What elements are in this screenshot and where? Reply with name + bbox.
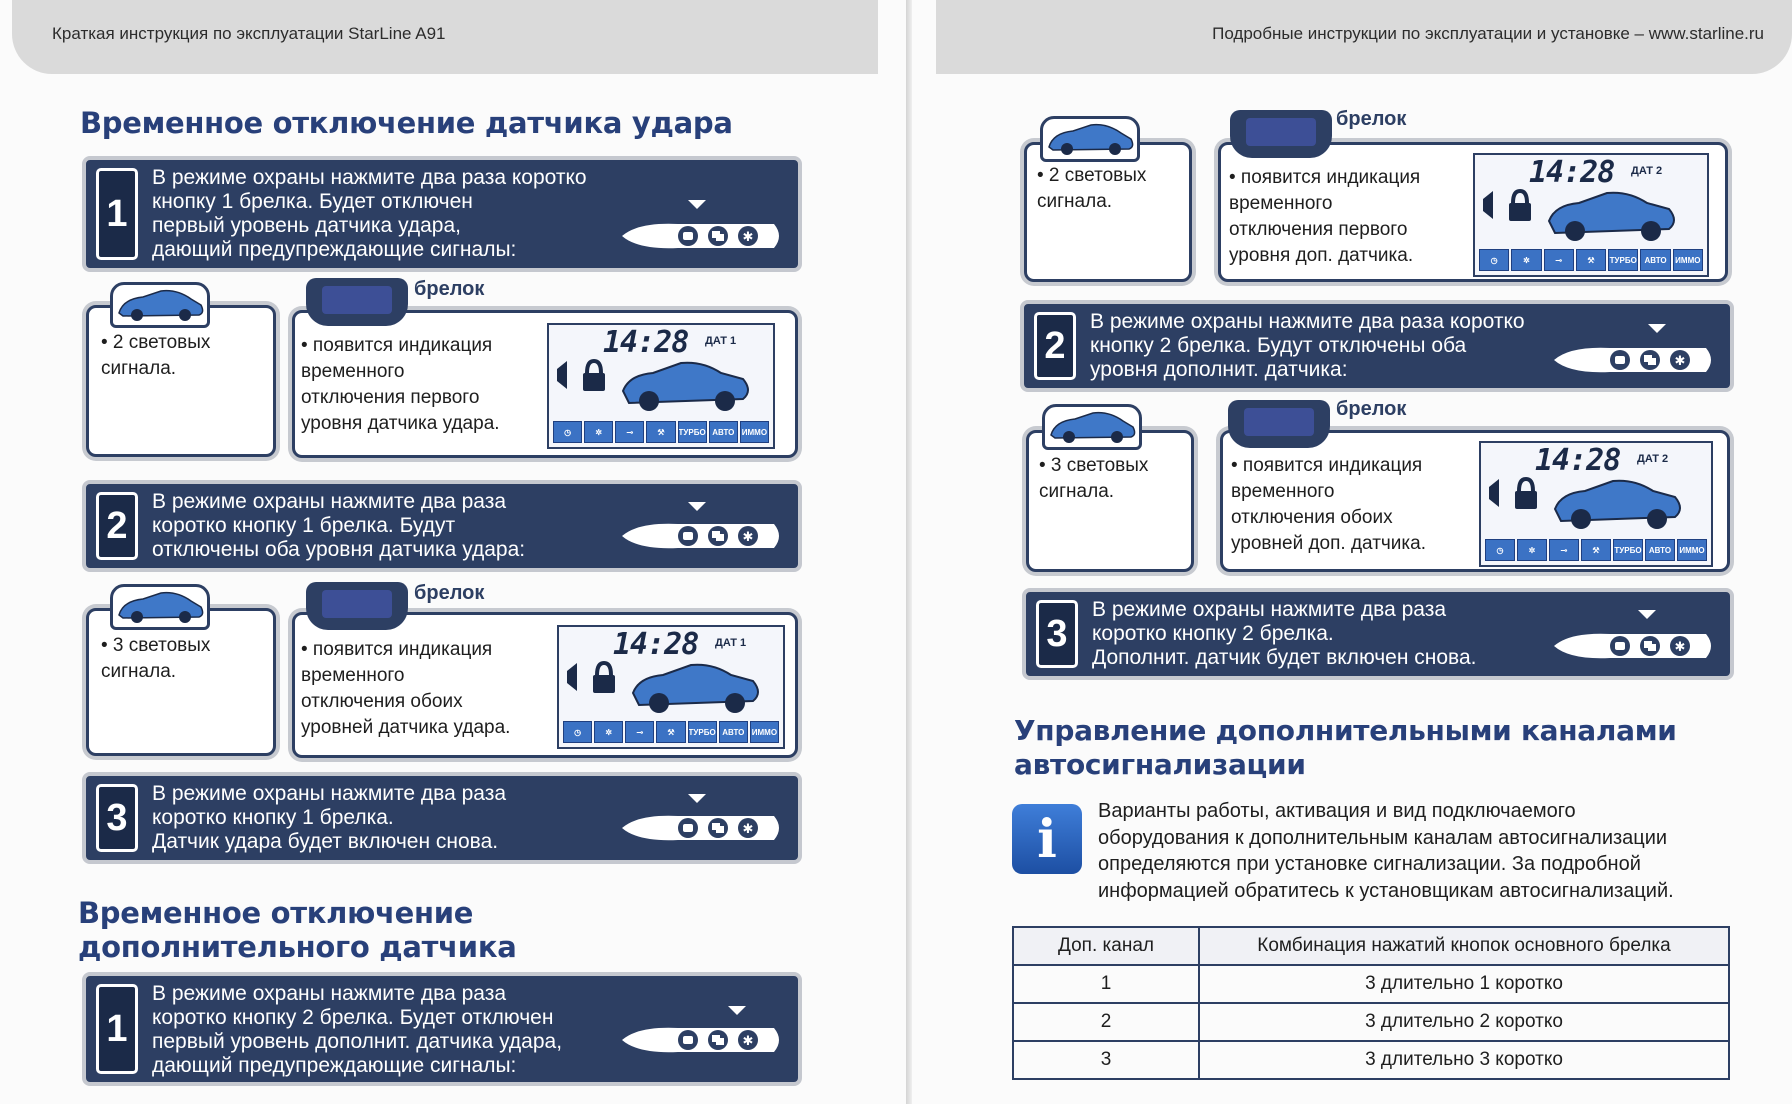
table-cell: 3 длительно 3 коротко bbox=[1199, 1041, 1729, 1079]
svg-text:✱: ✱ bbox=[742, 1034, 754, 1049]
pointer-triangle bbox=[688, 200, 706, 209]
svg-text:✱: ✱ bbox=[742, 822, 754, 837]
pointer-triangle bbox=[1648, 324, 1666, 333]
step-text: В режиме охраны нажмите два раза коротко кнопку 2 брелка. Будет отключен первый уровень дополнит. датчика удара, дающий предупреждающие сигналы: bbox=[152, 982, 563, 1077]
table-header-row bbox=[1013, 927, 1729, 965]
step-text: В режиме охраны нажмите два раза коротко кнопку 1 брелка. Будет отключен первый уровень датчика удара, дающий предупреждающие сигналы: bbox=[152, 166, 587, 261]
pointer-triangle bbox=[688, 794, 706, 803]
step-bar bbox=[82, 480, 802, 572]
table-cell: 2 bbox=[1013, 1003, 1199, 1041]
fob-label: брелок bbox=[1336, 108, 1407, 130]
svg-text:✱: ✱ bbox=[1674, 640, 1686, 655]
step-number: 2 bbox=[96, 492, 138, 560]
fob-label: брелок bbox=[1336, 398, 1407, 420]
fob-lcd-display: 14:28 ДАТ 1 ◷ ✲ ⊸ ⚒ ТУРБО АВТО ИММО bbox=[557, 625, 785, 749]
key-fob-icon bbox=[1228, 400, 1330, 448]
pointer-triangle bbox=[1638, 610, 1656, 619]
step-number: 1 bbox=[96, 168, 138, 260]
fob-lcd-display: 14:28 ДАТ 2 ◷ ✲ ⊸ ⚒ ТУРБО АВТО ИММО bbox=[1479, 441, 1713, 567]
step-text: В режиме охраны нажмите два раза коротко кнопку 2 брелка. Дополнит. датчик будет включен снова. bbox=[1092, 598, 1477, 669]
step-text: В режиме охраны нажмите два раза коротко кнопку 1 брелка. Будут отключены оба уровня датчика удара: bbox=[152, 490, 526, 561]
lcd-status-icons: ◷ ✲ ⊸ ⚒ ТУРБО АВТО ИММО bbox=[553, 421, 769, 443]
fob-card: • появится индикация временного отключения первого уровня доп. датчика. 14:28 ДАТ 2 ◷ ✲ ⊸ ⚒ ТУРБО АВТО ИММО bbox=[1218, 142, 1728, 282]
svg-text:✱: ✱ bbox=[1674, 354, 1686, 369]
step-bar bbox=[82, 972, 802, 1086]
table-row bbox=[1013, 1041, 1729, 1079]
alarm-car-icon bbox=[553, 351, 769, 421]
table-cell: 1 bbox=[1013, 965, 1199, 1003]
step-number: 3 bbox=[1036, 600, 1078, 668]
page-header: Подробные инструкции по эксплуатации и установке – www.starline.ru bbox=[1212, 24, 1764, 43]
section-title: Временное отключение датчика удара bbox=[80, 106, 733, 140]
car-icon bbox=[1040, 116, 1140, 162]
key-fob-buttons-icon bbox=[618, 518, 786, 554]
step-bar bbox=[1020, 300, 1734, 392]
pointer-triangle bbox=[728, 1006, 746, 1015]
fob-card: • появится индикация временного отключения обоих уровней датчика удара. 14:28 ДАТ 1 ◷ ✲ ⊸ ⚒ ТУРБО АВТО ИММО bbox=[292, 612, 798, 758]
step-number: 2 bbox=[1034, 312, 1076, 380]
fob-card: • появится индикация временного отключения первого уровня датчика удара. 14:28 ДАТ 1 ◷ ✲ ⊸ ⚒ ТУРБО АВТО ИММО bbox=[292, 310, 798, 458]
car-icon bbox=[110, 282, 210, 328]
header-band bbox=[12, 0, 878, 74]
car-icon bbox=[110, 584, 210, 630]
fob-card: • появится индикация временного отключения обоих уровней доп. датчика. 14:28 ДАТ 2 ◷ ✲ ⊸ ⚒ ТУРБО АВТО ИММО bbox=[1220, 430, 1730, 572]
fob-label: брелок bbox=[414, 278, 485, 300]
car-icon bbox=[1042, 404, 1142, 450]
lcd-status-icons: ◷ ✲ ⊸ ⚒ ТУРБО АВТО ИММО bbox=[563, 721, 779, 743]
step-bar bbox=[82, 156, 802, 272]
key-fob-buttons-icon bbox=[1550, 342, 1718, 378]
svg-text:✱: ✱ bbox=[742, 530, 754, 545]
key-fob-buttons-icon bbox=[618, 810, 786, 846]
alarm-car-icon bbox=[1479, 181, 1695, 251]
alarm-car-icon bbox=[1485, 469, 1701, 539]
key-fob-buttons-icon bbox=[1550, 628, 1718, 664]
info-icon: i bbox=[1012, 804, 1082, 874]
car-card: • 3 световых сигнала. bbox=[86, 608, 276, 756]
car-card: • 2 световых сигнала. bbox=[1024, 142, 1192, 282]
fob-lcd-display: 14:28 ДАТ 2 ◷ ✲ ⊸ ⚒ ТУРБО АВТО ИММО bbox=[1473, 153, 1709, 277]
table-row bbox=[1013, 965, 1729, 1003]
page-header: Краткая инструкция по эксплуатации StarLine A91 bbox=[52, 24, 446, 43]
pointer-triangle bbox=[688, 502, 706, 511]
step-text: В режиме охраны нажмите два раза коротко кнопку 2 брелка. Будут отключены оба уровня дополнит. датчика: bbox=[1090, 310, 1525, 381]
lcd-status-icons: ◷ ✲ ⊸ ⚒ ТУРБО АВТО ИММО bbox=[1485, 539, 1707, 561]
header-band bbox=[936, 0, 1792, 74]
table-header-cell: Доп. канал bbox=[1013, 927, 1199, 965]
fob-lcd-display: 14:28 ДАТ 1 ◷ ✲ ⊸ ⚒ ТУРБО АВТО ИММО bbox=[547, 323, 775, 449]
key-fob-icon bbox=[306, 278, 408, 326]
section-title: Управление дополнительными каналами автосигнализации bbox=[1014, 714, 1677, 781]
step-number: 3 bbox=[96, 784, 138, 852]
key-fob-icon bbox=[1230, 110, 1332, 158]
table-row bbox=[1013, 1003, 1729, 1041]
info-text: Варианты работы, активация и вид подключаемого оборудования к дополнительным каналам автосигнализации определяются при установке сигнализации. За подробной информацией обратитесь к установщикам автосигнализаций. bbox=[1098, 800, 1674, 902]
key-fob-icon bbox=[306, 582, 408, 630]
step-text: В режиме охраны нажмите два раза коротко кнопку 1 брелка. Датчик удара будет включен снова. bbox=[152, 782, 507, 853]
car-card: • 2 световых сигнала. bbox=[86, 305, 276, 457]
step-bar bbox=[82, 772, 802, 864]
key-fob-buttons-icon bbox=[618, 1022, 786, 1058]
alarm-car-icon bbox=[563, 653, 779, 723]
channels-table bbox=[1012, 926, 1730, 1080]
table-cell: 3 длительно 1 коротко bbox=[1199, 965, 1729, 1003]
step-bar bbox=[1022, 588, 1734, 680]
fob-label: брелок bbox=[414, 582, 485, 604]
lcd-status-icons: ◷ ✲ ⊸ ⚒ ТУРБО АВТО ИММО bbox=[1479, 249, 1703, 271]
step-number: 1 bbox=[96, 984, 138, 1074]
table-header-cell: Комбинация нажатий кнопок основного брелка bbox=[1199, 927, 1729, 965]
table-cell: 3 длительно 2 коротко bbox=[1199, 1003, 1729, 1041]
key-fob-buttons-icon bbox=[618, 218, 786, 254]
table-cell: 3 bbox=[1013, 1041, 1199, 1079]
svg-text:✱: ✱ bbox=[742, 230, 754, 245]
section-title: Временное отключение дополнительного датчика bbox=[78, 896, 517, 964]
car-card: • 3 световых сигнала. bbox=[1026, 430, 1194, 572]
